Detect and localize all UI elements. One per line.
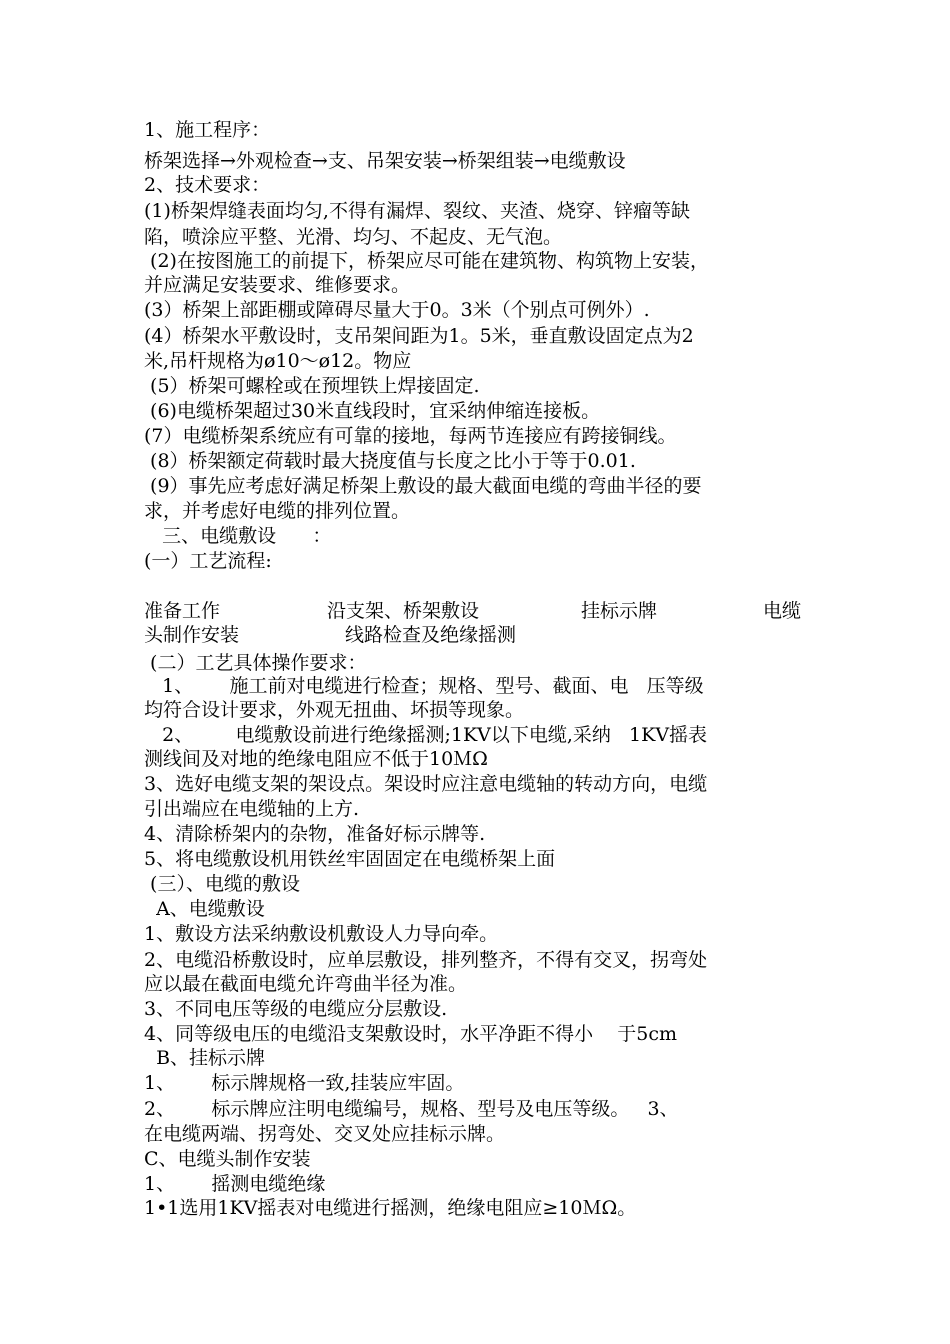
- text-line: (5）桥架可螺栓或在预埋铁上焊接固定.: [144, 375, 480, 397]
- text-line: 2、 标示牌应注明电缆编号，规格、型号及电压等级。 3、: [144, 1098, 679, 1120]
- text-line: (二）工艺具体操作要求：: [144, 652, 367, 674]
- text-line: 1、敷设方法采纳敷设机敷设人力导向牵。: [144, 923, 499, 945]
- text-line: 桥架选择→外观检查→支、吊架安装→桥架组装→电缆敷设: [144, 150, 626, 172]
- text-line: (6)电缆桥架超过30米直线段时，宜采纳伸缩连接板。: [144, 400, 601, 422]
- subsection-heading: A、电缆敷设: [144, 898, 265, 920]
- text-line: (一）工艺流程:: [144, 550, 272, 572]
- flow-step: 头制作安装: [144, 624, 240, 646]
- flow-row: [144, 599, 824, 624]
- text-line: 1•1选用1KV摇表对电缆进行摇测，绝缘电阻应≥10ＭΩ。: [144, 1197, 637, 1219]
- text-line: (4）桥架水平敷设时，支吊架间距为1。5米，垂直敷设固定点为2: [144, 325, 694, 347]
- text-line: (2)在按图施工的前提下，桥架应尽可能在建筑物、构筑物上安装，: [144, 250, 709, 272]
- text-line: 2、 电缆敷设前进行绝缘摇测;1KV以下电缆,采纳 1KV摇表: [144, 724, 708, 746]
- text-line: 引出端应在电缆轴的上方.: [144, 798, 360, 820]
- flow-step: 挂标示牌: [581, 600, 658, 622]
- flow-row: [144, 623, 824, 648]
- text-line: 4、同等级电压的电缆沿支架敷设时，水平净距不得小 于5cm: [144, 1023, 677, 1045]
- text-line: (8）桥架额定荷载时最大挠度值与长度之比小于等于0.01.: [144, 450, 636, 472]
- text-line: (7）电缆桥架系统应有可靠的接地，每两节连接应有跨接铜线。: [144, 425, 677, 447]
- text-line: 测线间及对地的绝缘电阻应不低于10ＭΩ: [144, 748, 488, 770]
- text-line: 求，并考虑好电缆的排列位置。: [144, 500, 411, 522]
- text-line: 1、 标示牌规格一致,挂装应牢固。: [144, 1072, 465, 1094]
- text-line: 在电缆两端、拐弯处、交叉处应挂标示牌。: [144, 1123, 506, 1145]
- section-heading: (三）、电缆的敷设: [144, 873, 300, 895]
- text-line: 4、清除桥架内的杂物，准备好标示牌等.: [144, 823, 486, 845]
- flow-step: 线路检查及绝缘摇测: [345, 624, 517, 646]
- text-line: 5、将电缆敷设机用铁丝牢固固定在电缆桥架上面: [144, 848, 556, 870]
- text-line: (3）桥架上部距棚或障碍尽量大于0。3米（个别点可例外）.: [144, 299, 650, 321]
- text-line: 并应满足安装要求、维修要求。: [144, 274, 411, 296]
- flow-step: 电缆: [763, 600, 802, 622]
- text-line: 米,吊杆规格为ø10～ø12。物应: [144, 350, 412, 372]
- text-line: 应以最在截面电缆允许弯曲半径为准。: [144, 973, 468, 995]
- text-line: 1、 施工前对电缆进行检查；规格、型号、截面、电 压等级: [144, 675, 704, 697]
- text-line: 1、 摇测电缆绝缘: [144, 1173, 326, 1195]
- text-line: (1)桥架焊缝表面均匀,不得有漏焊、裂纹、夹渣、烧穿、锌瘤等缺: [144, 200, 690, 222]
- flow-step: 准备工作: [144, 600, 221, 622]
- text-line: 陷，喷涂应平整、光滑、均匀、不起皮、无气泡。: [144, 226, 563, 248]
- text-line: 1、施工程序：: [144, 119, 271, 141]
- subsection-heading: C、电缆头制作安装: [144, 1148, 311, 1170]
- text-line: (9）事先应考虑好满足桥架上敷设的最大截面电缆的弯曲半径的要: [144, 475, 702, 497]
- text-line: 3、不同电压等级的电缆应分层敷设.: [144, 998, 448, 1020]
- subsection-heading: B、挂标示牌: [144, 1047, 266, 1069]
- text-line: 2、电缆沿桥敷设时，应单层敷设，排列整齐，不得有交叉，拐弯处: [144, 949, 708, 971]
- section-heading: 三、电缆敷设 ：: [144, 525, 332, 547]
- text-line: 3、选好电缆支架的架设点。架设时应注意电缆轴的转动方向，电缆: [144, 773, 708, 795]
- text-line: 2、技术要求：: [144, 174, 271, 196]
- flow-step: 沿支架、桥架敷设: [327, 600, 480, 622]
- text-line: 均符合设计要求，外观无扭曲、坏损等现象。: [144, 699, 525, 721]
